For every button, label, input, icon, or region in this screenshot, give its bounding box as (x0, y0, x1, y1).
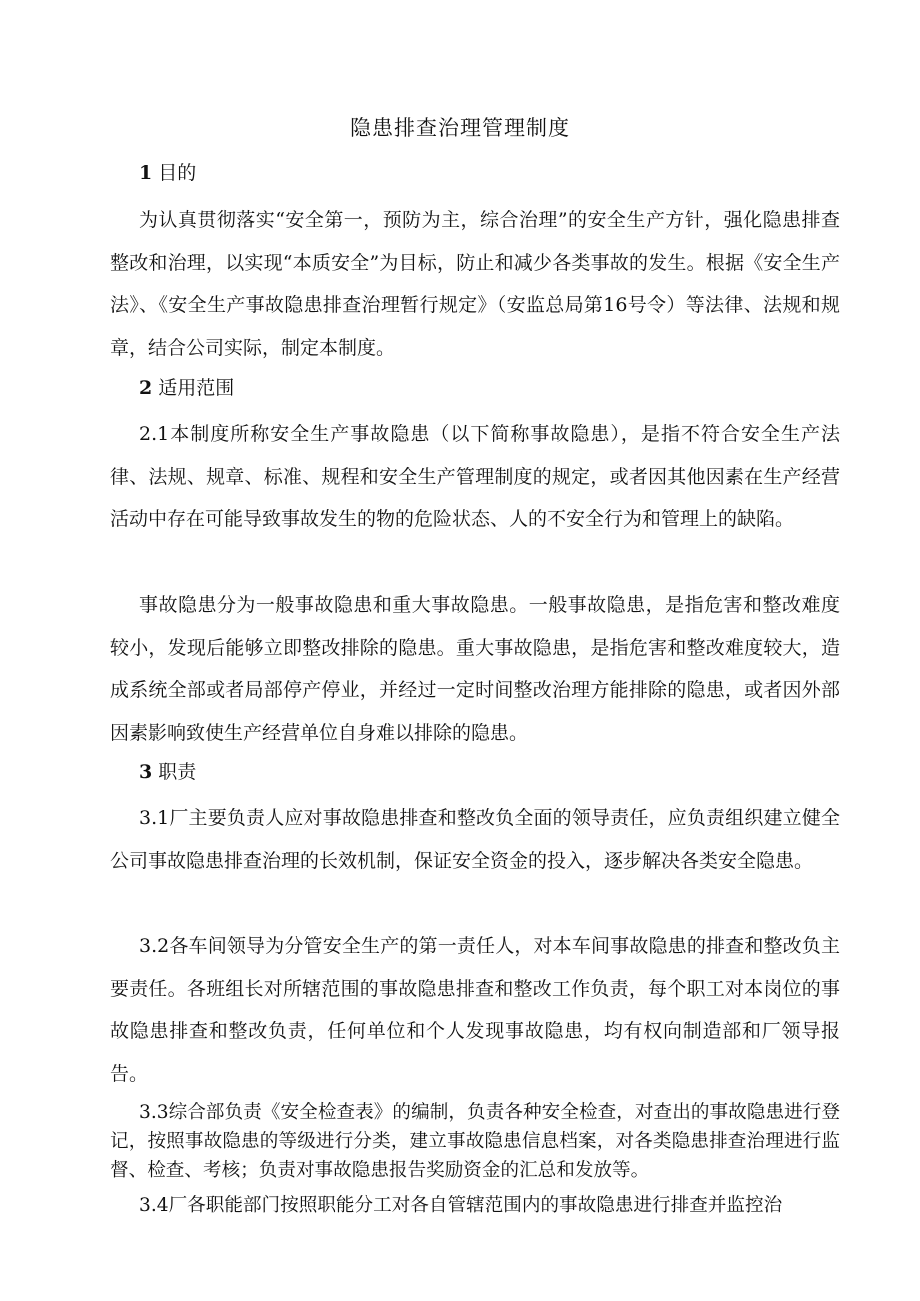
paragraph-purpose: 为认真贯彻落实“安全第一，预防为主，综合治理”的安全生产方针，强化隐患排查整改和治理，以实现“本质安全”为目标，防止和减少各类事故的发生。根据《安全生产法》、《安全生产事故隐患排查治理暂行规定》（安监总局第16号令）等法律、法规和规章，结合公司实际，制定本制度。 (110, 209, 840, 359)
section-heading-2 (139, 373, 234, 403)
section-number: 1 (139, 162, 153, 184)
section-heading-3 (139, 757, 196, 787)
document-title: 隐患排查治理管理制度 (350, 116, 570, 140)
paragraph-2-2: 事故隐患分为一般事故隐患和重大事故隐患。一般事故隐患，是指危害和整改难度较小，发现后能够立即整改排除的隐患。重大事故隐患，是指危害和整改难度较大，造成系统全部或者局部停产停业，并经过一定时间整改治理方能排除的隐患，或者因外部因素影响致使生产经营单位自身难以排除的隐患。 (110, 594, 840, 744)
section-title: 职责 (158, 761, 197, 783)
paragraph-2-1: 2.1本制度所称安全生产事故隐患（以下简称事故隐患），是指不符合安全生产法律、法规、规章、标准、规程和安全生产管理制度的规定，或者因其他因素在生产经营活动中存在可能导致事故发生的物的危险状态、人的不安全行为和管理上的缺陷。 (110, 423, 840, 530)
paragraph-3-2: 3.2各车间领导为分管安全生产的第一责任人，对本车间事故隐患的排查和整改负主要责任。各班组长对所辖范围的事故隐患排查和整改工作负责，每个职工对本岗位的事故隐患排查和整改负责，任何单位和个人发现事故隐患，均有权向制造部和厂领导报告。 (110, 935, 840, 1085)
section-title: 目的 (158, 162, 197, 184)
paragraph-3-4: 3.4厂各职能部门按照职能分工对各自管辖范围内的事故隐患进行排查并监控治 (139, 1195, 783, 1216)
section-heading-1 (139, 158, 196, 188)
section-number: 3 (139, 761, 153, 783)
paragraph-3-3: 3.3综合部负责《安全检查表》的编制，负责各种安全检查，对查出的事故隐患进行登记，按照事故隐患的等级进行分类，建立事故隐患信息档案，对各类隐患排查治理进行监督、检查、考核；负责对事故隐患报告奖励资金的汇总和发放等。 (110, 1102, 840, 1181)
section-title: 适用范围 (158, 377, 235, 399)
section-number: 2 (139, 377, 153, 399)
paragraph-3-1: 3.1厂主要负责人应对事故隐患排查和整改负全面的领导责任，应负责组织建立健全公司事故隐患排查治理的长效机制，保证安全资金的投入，逐步解决各类安全隐患。 (110, 807, 840, 872)
